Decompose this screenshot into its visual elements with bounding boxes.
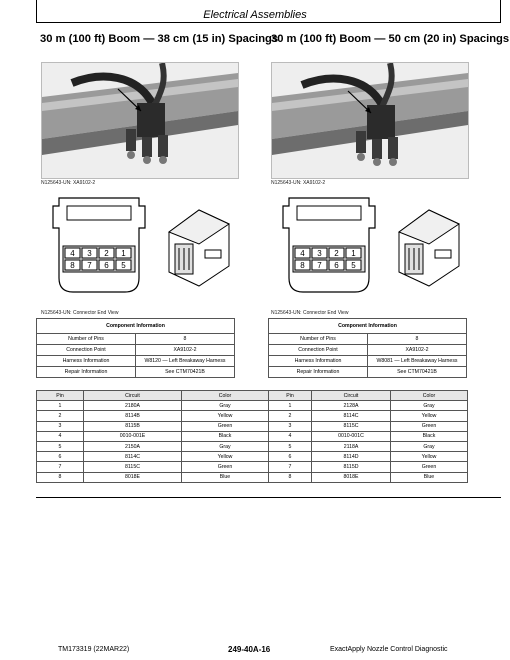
info-label: Harness Information xyxy=(269,356,368,367)
info-value: See CTM70421B xyxy=(368,367,467,378)
pin-cell: 7 xyxy=(269,462,312,472)
diagram-caption-left: N125643-UN: Connector End View xyxy=(41,310,119,316)
color-cell: Yellow xyxy=(182,411,269,421)
table-row xyxy=(269,472,468,482)
table-row xyxy=(269,401,468,411)
table-row xyxy=(269,411,468,421)
circuit-cell: 8115D xyxy=(312,462,391,472)
footer-doc-id: TM173319 (22MAR22) xyxy=(58,646,130,653)
table-row xyxy=(37,401,269,411)
pin-label-right-3: 3 xyxy=(317,249,322,258)
pin-cell: 5 xyxy=(269,441,312,451)
circuit-cell: 8114D xyxy=(312,452,391,462)
circuit-cell: 8114B xyxy=(84,411,182,421)
component-info-heading: Component Information xyxy=(37,319,235,334)
pin-cell: 7 xyxy=(37,462,84,472)
pin-label-left-5: 5 xyxy=(121,261,126,270)
info-label: Connection Point xyxy=(37,345,136,356)
pin-cell: 2 xyxy=(37,411,84,421)
page-header-title: Electrical Assemblies xyxy=(203,9,307,21)
circuit-cell: 8115C xyxy=(312,421,391,431)
pin-label-right-1: 1 xyxy=(351,249,356,258)
color-cell: Green xyxy=(182,421,269,431)
pin-cell: 2 xyxy=(269,411,312,421)
pin-label-right-5: 5 xyxy=(351,261,356,270)
circuit-cell: 8115C xyxy=(84,462,182,472)
pin-label-right-8: 8 xyxy=(300,261,305,270)
info-value: XA9102-2 xyxy=(368,345,467,356)
table-row xyxy=(37,462,269,472)
circuit-cell: 8018E xyxy=(312,472,391,482)
col-header-circuit: Circuit xyxy=(312,391,391,401)
circuit-cell: 8114C xyxy=(84,452,182,462)
table-row xyxy=(269,462,468,472)
info-value: 8 xyxy=(136,334,235,345)
pin-cell: 1 xyxy=(269,401,312,411)
section-title-left: 30 m (100 ft) Boom — 38 cm (15 in) Spacings xyxy=(40,33,279,45)
footer-manual-title: ExactApply Nozzle Control Diagnostic xyxy=(330,646,448,653)
col-header-color: Color xyxy=(182,391,269,401)
pin-label-left-2: 2 xyxy=(104,249,109,258)
circuit-cell: 2118A xyxy=(312,441,391,451)
circuit-cell: 8115B xyxy=(84,421,182,431)
circuit-cell: 0010-001E xyxy=(84,431,182,441)
table-row xyxy=(269,452,468,462)
info-value: See CTM70421B xyxy=(136,367,235,378)
color-cell: Black xyxy=(391,431,468,441)
info-value: 8 xyxy=(368,334,467,345)
pin-cell: 6 xyxy=(269,452,312,462)
pin-cell: 6 xyxy=(37,452,84,462)
table-row xyxy=(269,431,468,441)
pin-label-right-2: 2 xyxy=(334,249,339,258)
table-row xyxy=(37,472,269,482)
pin-cell: 8 xyxy=(37,472,84,482)
connector-photo-left xyxy=(41,62,239,179)
color-cell: Gray xyxy=(182,441,269,451)
color-cell: Blue xyxy=(182,472,269,482)
info-label: Number of Pins xyxy=(37,334,136,345)
component-info-heading: Component Information xyxy=(269,319,467,334)
table-row xyxy=(37,452,269,462)
table-row xyxy=(269,441,468,451)
circuit-cell: 2128A xyxy=(312,401,391,411)
circuit-cell: 2150A xyxy=(84,441,182,451)
photo-caption-right: N125643-UN: XA9102-2 xyxy=(271,180,326,186)
circuit-table-right xyxy=(268,390,468,483)
pin-label-left-3: 3 xyxy=(87,249,92,258)
connector-end-view-right xyxy=(271,188,467,308)
pin-label-left-8: 8 xyxy=(70,261,75,270)
pin-cell: 3 xyxy=(269,421,312,431)
footer-rule xyxy=(36,497,501,498)
col-header-pin: Pin xyxy=(269,391,312,401)
info-value: W8081 — Left Breakaway Harness xyxy=(368,356,467,367)
connector-photo-right xyxy=(271,62,469,179)
table-row xyxy=(37,411,269,421)
component-info-table-left xyxy=(36,318,235,378)
col-header-color: Color xyxy=(391,391,468,401)
color-cell: Green xyxy=(391,462,468,472)
circuit-table-left xyxy=(36,390,269,483)
color-cell: Gray xyxy=(182,401,269,411)
circuit-cell: 8114C xyxy=(312,411,391,421)
info-label: Harness Information xyxy=(37,356,136,367)
pin-cell: 4 xyxy=(37,431,84,441)
pin-label-right-6: 6 xyxy=(334,261,339,270)
pin-cell: 3 xyxy=(37,421,84,431)
color-cell: Black xyxy=(182,431,269,441)
table-row xyxy=(37,431,269,441)
pin-label-left-6: 6 xyxy=(104,261,109,270)
pin-label-right-7: 7 xyxy=(317,261,322,270)
color-cell: Yellow xyxy=(391,411,468,421)
pin-label-right-4: 4 xyxy=(300,249,305,258)
color-cell: Yellow xyxy=(391,452,468,462)
header-rule xyxy=(36,22,501,23)
color-cell: Gray xyxy=(391,441,468,451)
info-label: Number of Pins xyxy=(269,334,368,345)
component-info-table-right xyxy=(268,318,467,378)
color-cell: Gray xyxy=(391,401,468,411)
pin-label-left-4: 4 xyxy=(70,249,75,258)
footer-page-number: 249-40A-16 xyxy=(228,645,271,654)
info-label: Repair Information xyxy=(269,367,368,378)
photo-caption-left: N125643-UN: XA9102-2 xyxy=(41,180,96,186)
connector-end-view-left xyxy=(41,188,237,308)
color-cell: Yellow xyxy=(182,452,269,462)
color-cell: Green xyxy=(182,462,269,472)
color-cell: Blue xyxy=(391,472,468,482)
table-row xyxy=(269,421,468,431)
diagram-caption-right: N125643-UN: Connector End View xyxy=(271,310,349,316)
pin-cell: 1 xyxy=(37,401,84,411)
pin-label-left-1: 1 xyxy=(121,249,126,258)
circuit-cell: 8018E xyxy=(84,472,182,482)
pin-cell: 8 xyxy=(269,472,312,482)
circuit-cell: 0010-001C xyxy=(312,431,391,441)
pin-cell: 4 xyxy=(269,431,312,441)
pin-cell: 5 xyxy=(37,441,84,451)
col-header-pin: Pin xyxy=(37,391,84,401)
info-label: Connection Point xyxy=(269,345,368,356)
circuit-cell: 2180A xyxy=(84,401,182,411)
info-label: Repair Information xyxy=(37,367,136,378)
col-header-circuit: Circuit xyxy=(84,391,182,401)
pin-label-left-7: 7 xyxy=(87,261,92,270)
info-value: XA9102-2 xyxy=(136,345,235,356)
table-row xyxy=(37,421,269,431)
color-cell: Green xyxy=(391,421,468,431)
table-row xyxy=(37,441,269,451)
info-value: W8120 — Left Breakaway Harness xyxy=(136,356,235,367)
section-title-right: 30 m (100 ft) Boom — 50 cm (20 in) Spacings xyxy=(271,33,510,45)
